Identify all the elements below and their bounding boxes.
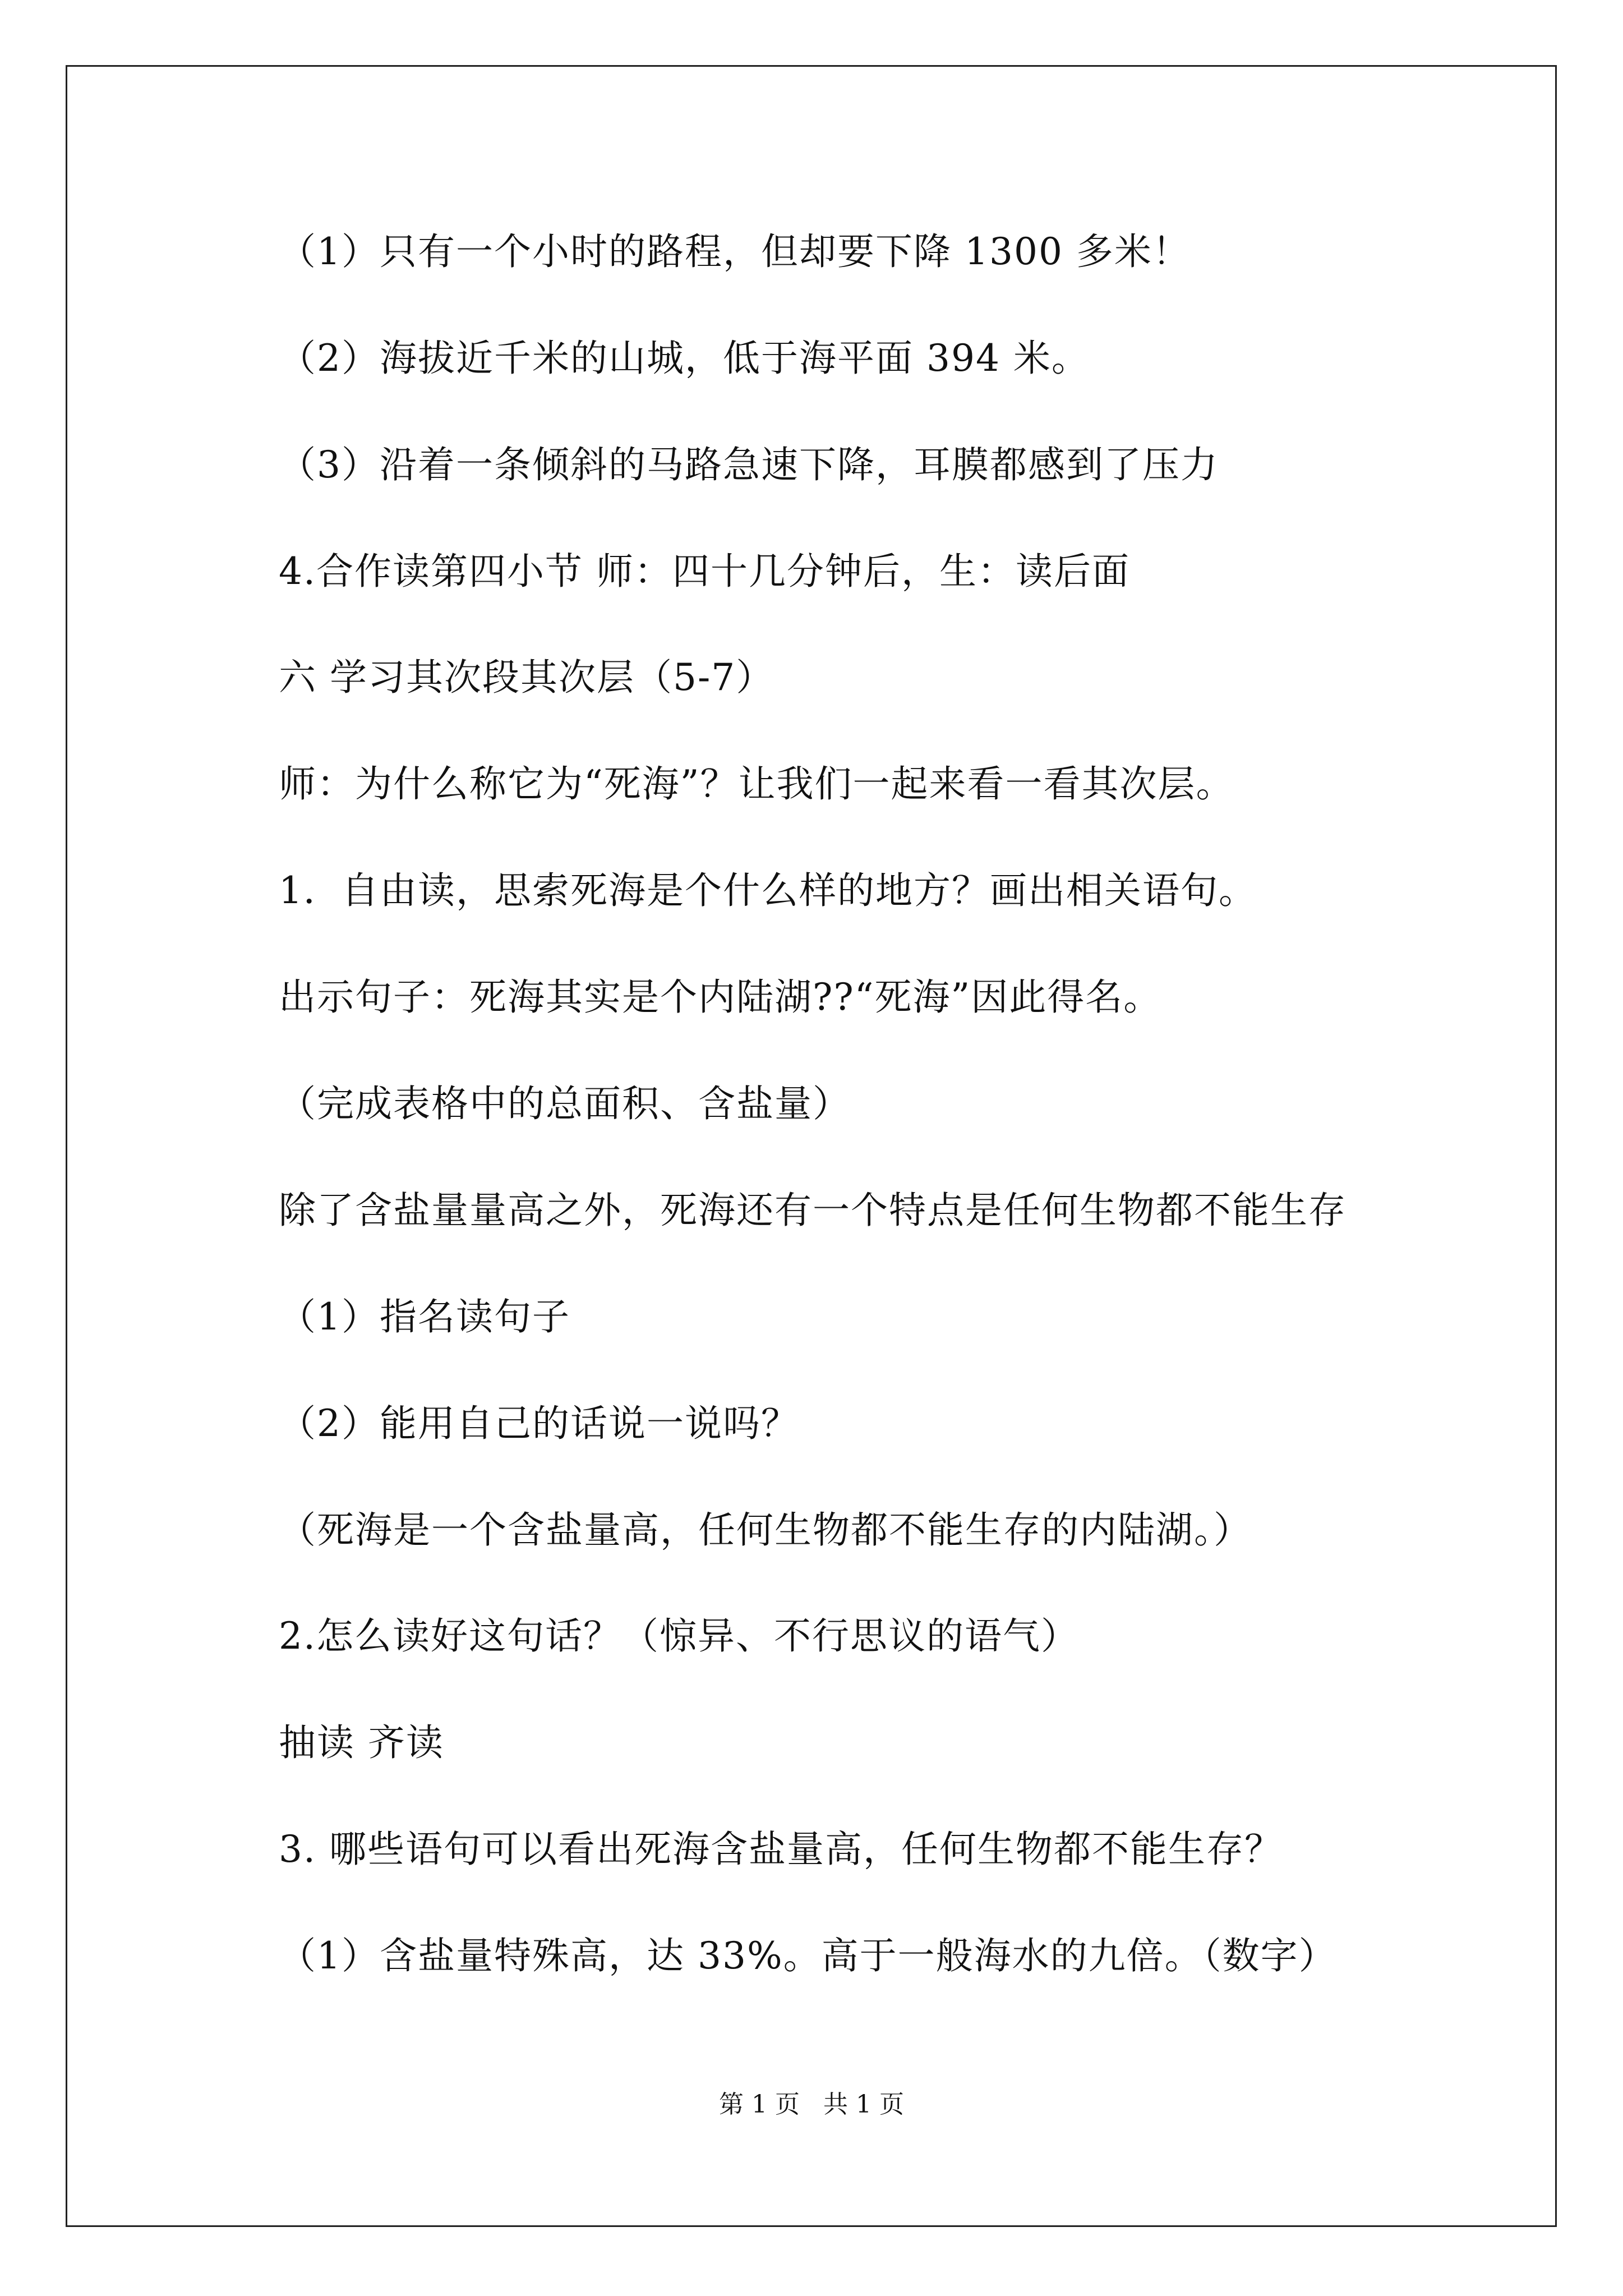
- text-line-16: 3. 哪些语句可以看出死海含盐量高，任何生物都不能生存？: [279, 1828, 1283, 1871]
- text-line-1: （1）只有一个小时的路程，但却要下降 1300 多米！: [279, 230, 1191, 273]
- text-line-12: （2）能用自己的话说一说吗？: [279, 1402, 799, 1445]
- text-line-7: 1．自由读，思索死海是个什么样的地方？画出相关语句。: [279, 869, 1257, 912]
- page-number-footer: 第 1 页 共 1 页: [719, 2090, 904, 2119]
- text-line-6: 师：为什么称它为“死海”？让我们一起来看一看其次层。: [279, 762, 1234, 806]
- text-line-14: 2.怎么读好这句话？（惊异、不行思议的语气）: [279, 1614, 1079, 1658]
- section-heading: 六 学习其次段其次层（5-7）: [279, 656, 774, 699]
- text-line-4: 4.合作读第四小节 师：四十几分钟后，生：读后面: [279, 550, 1130, 593]
- text-line-10: 除了含盐量量高之外，死海还有一个特点是任何生物都不能生存: [279, 1189, 1347, 1232]
- page-border: [66, 65, 1557, 2227]
- text-line-9: （完成表格中的总面积、含盐量）: [279, 1082, 851, 1125]
- text-line-17: （1）含盐量特殊高，达 33%。高于一般海水的九倍。（数字）: [279, 1934, 1337, 1977]
- text-line-2: （2）海拔近千米的山城，低于海平面 394 米。: [279, 337, 1090, 380]
- text-line-13: （死海是一个含盐量高，任何生物都不能生存的内陆湖。）: [279, 1508, 1252, 1552]
- text-line-8: 出示句子：死海其实是个内陆湖??“死海”因此得名。: [279, 976, 1162, 1019]
- text-line-11: （1）指名读句子: [279, 1295, 570, 1338]
- text-line-3: （3）沿着一条倾斜的马路急速下降，耳膜都感到了压力: [279, 443, 1219, 486]
- text-line-15: 抽读 齐读: [279, 1721, 444, 1764]
